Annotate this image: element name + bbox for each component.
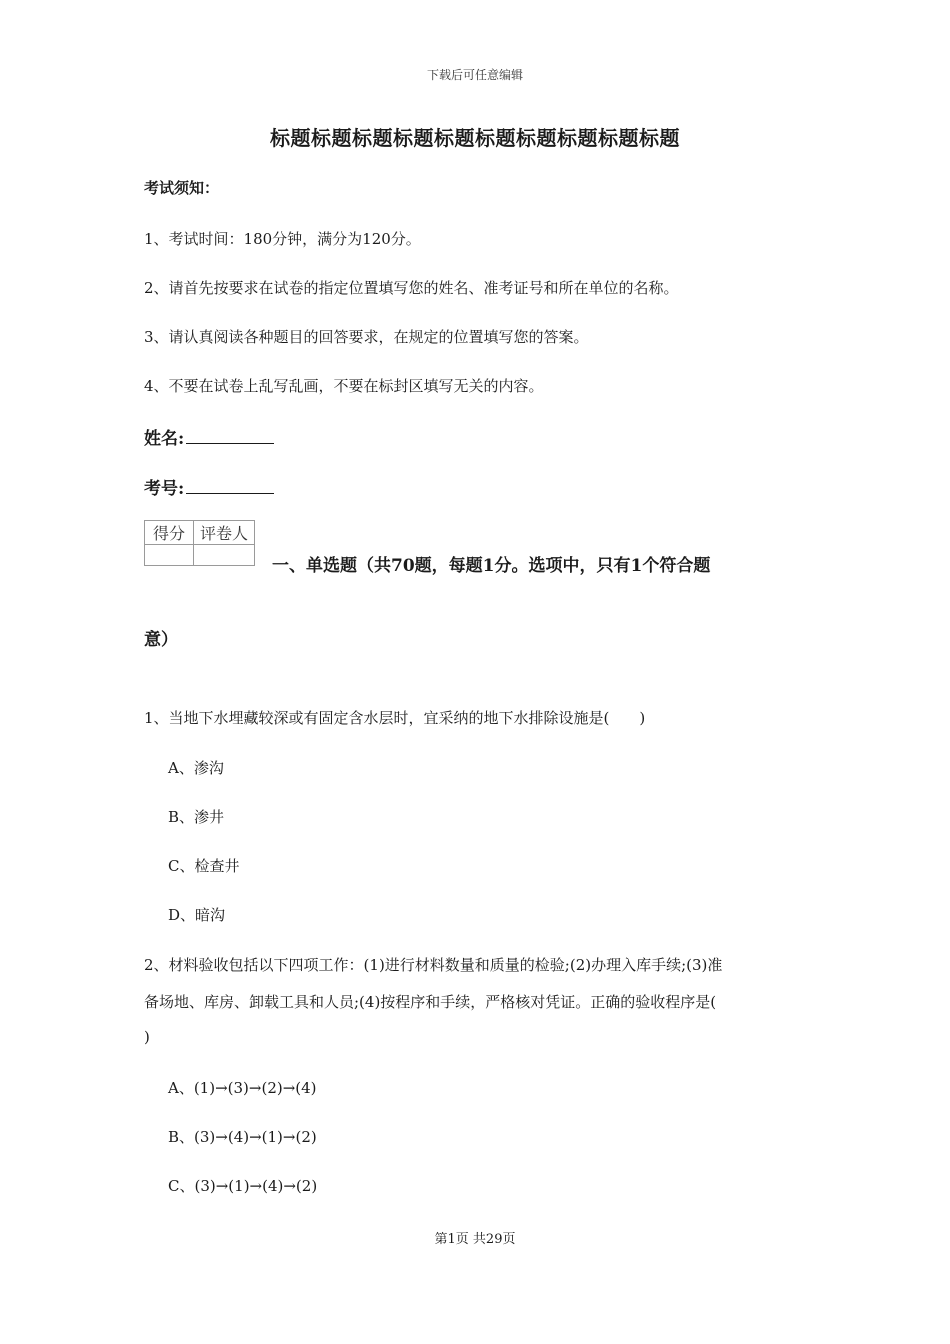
notice-item-3: 3、请认真阅读各种题目的回答要求，在规定的位置填写您的答案。 — [144, 328, 589, 346]
page-header: 下载后可任意编辑 — [426, 68, 523, 82]
score-table — [144, 520, 255, 566]
section-heading-line2: 意） — [144, 630, 178, 650]
name-blank — [186, 427, 274, 444]
question-1-option-a: A、渗沟 — [168, 759, 224, 777]
notice-item-1: 1、考试时间：180分钟，满分为120分。 — [144, 230, 421, 248]
notice-heading: 考试须知： — [144, 179, 220, 197]
name-field — [144, 424, 274, 449]
notice-item-4: 4、不要在试卷上乱写乱画，不要在标封区填写无关的内容。 — [144, 377, 544, 395]
question-1-option-d: D、暗沟 — [168, 906, 226, 924]
notice-item-2: 2、请首先按要求在试卷的指定位置填写您的姓名、准考证号和所在单位的名称。 — [144, 279, 679, 297]
id-label: 考号: — [144, 479, 185, 499]
document-title: 标题标题标题标题标题标题标题标题标题标题 — [270, 126, 680, 150]
question-2-option-a: A、(1)→(3)→(2)→(4) — [168, 1079, 317, 1097]
question-2-option-b: B、(3)→(4)→(1)→(2) — [168, 1128, 317, 1146]
question-1-stem: 1、当地下水埋藏较深或有固定含水层时，宜采纳的地下水排除设施是( ) — [144, 709, 646, 727]
grader-header: 评卷人 — [194, 521, 255, 545]
question-2-stem-line3: ) — [144, 1028, 150, 1046]
grader-cell — [194, 545, 255, 566]
question-1-option-b: B、渗井 — [168, 808, 225, 826]
section-heading-line1: 一、单选题（共70题，每题1分。选项中，只有1个符合题 — [272, 556, 711, 576]
score-cell — [145, 545, 194, 566]
score-header: 得分 — [145, 521, 194, 545]
question-2-stem-line2: 备场地、库房、卸载工具和人员;(4)按程序和手续，严格核对凭证。正确的验收程序是( — [144, 993, 717, 1011]
page-footer: 第1页 共29页 — [434, 1232, 516, 1247]
question-2-stem-line1: 2、材料验收包括以下四项工作：(1)进行材料数量和质量的检验;(2)办理入库手续;(3)准 — [144, 956, 723, 974]
id-blank — [186, 477, 274, 494]
question-1-option-c: C、检查井 — [168, 857, 240, 875]
question-2-option-c: C、(3)→(1)→(4)→(2) — [168, 1177, 318, 1195]
name-label: 姓名: — [144, 429, 185, 449]
id-field — [144, 474, 274, 499]
